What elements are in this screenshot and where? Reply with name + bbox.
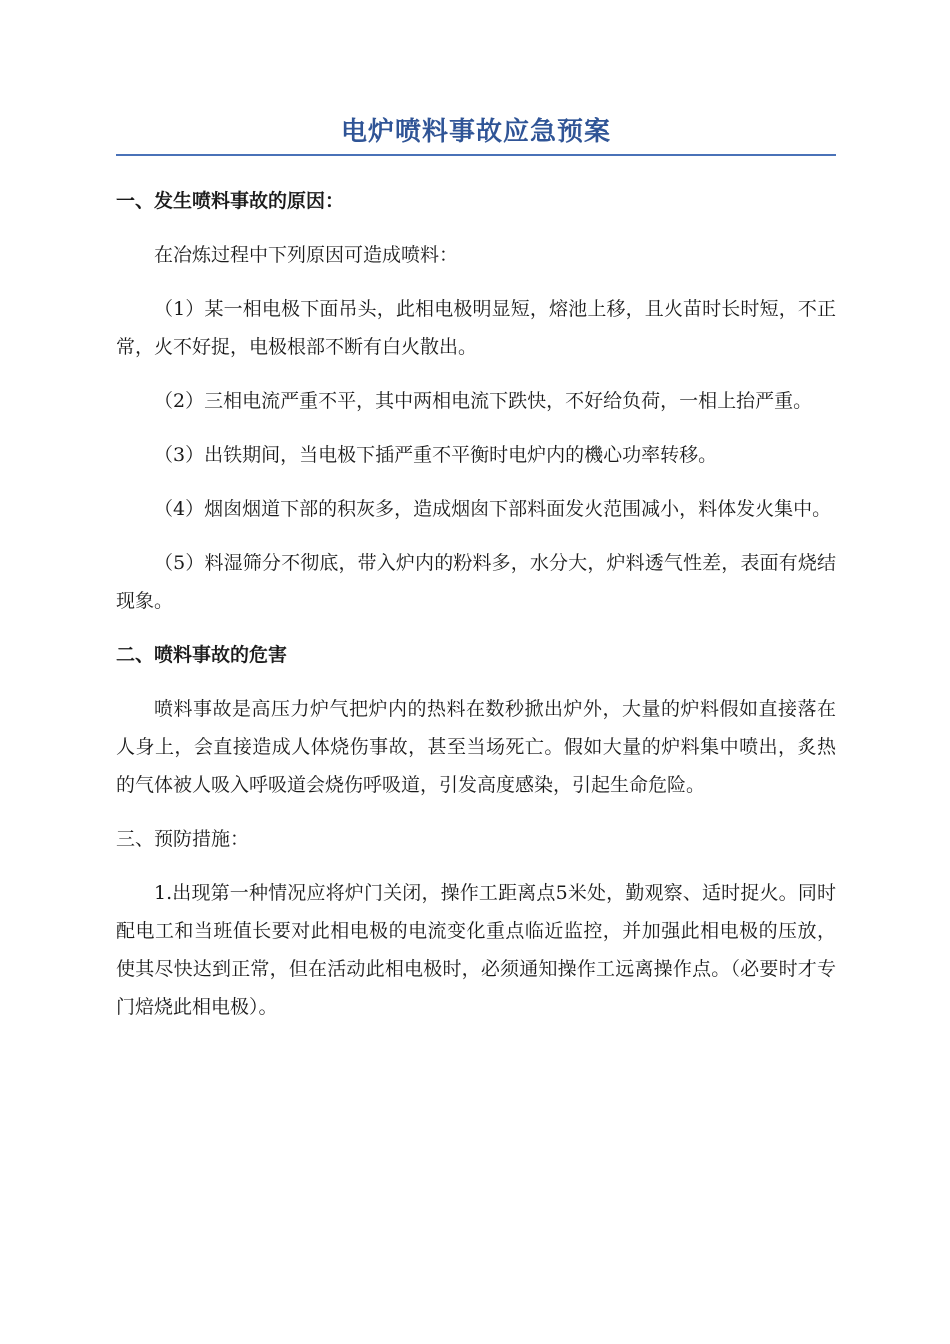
paragraph-cause-3: （3）出铁期间，当电极下插严重不平衡时电炉内的機心功率转移。 bbox=[154, 444, 718, 466]
paragraph-intro: 在冶炼过程中下列原因可造成喷料： bbox=[154, 244, 459, 266]
section-causes bbox=[116, 182, 836, 620]
section-heading-hazards: 二、喷料事故的危害 bbox=[116, 644, 288, 666]
section-heading-causes: 一、发生喷料事故的原因： bbox=[116, 190, 345, 212]
document-page bbox=[116, 112, 836, 1042]
section-heading-prevention: 三、预防措施： bbox=[116, 828, 250, 850]
paragraph-cause-4: （4）烟囱烟道下部的积灰多，造成烟囱下部料面发火范围减小，料体发火集中。 bbox=[154, 498, 832, 520]
paragraph-cause-5: （5）料湿筛分不彻底，带入炉内的粉料多，水分大，炉料透气性差，表面有烧结现象。 bbox=[116, 552, 836, 612]
section-prevention bbox=[116, 820, 836, 1026]
document-title: 电炉喷料事故应急预案 bbox=[116, 112, 836, 156]
section-hazards bbox=[116, 636, 836, 804]
paragraph-cause-2: （2）三相电流严重不平，其中两相电流下跌快，不好给负荷，一相上抬严重。 bbox=[154, 390, 813, 412]
paragraph-cause-1: （1）某一相电极下面吊头，此相电极明显短，熔池上移，且火苗时长时短，不正常，火不好捉，电极根部不断有白火散出。 bbox=[116, 298, 836, 358]
paragraph-hazards: 喷料事故是高压力炉气把炉内的热料在数秒掀出炉外，大量的炉料假如直接落在人身上，会直接造成人体烧伤事故，甚至当场死亡。假如大量的炉料集中喷出，炙热的气体被人吸入呼吸道会烧伤呼吸道，引发高度感染，引起生命危险。 bbox=[116, 698, 836, 796]
paragraph-prevention-1: 1.出现第一种情况应将炉门关闭，操作工距离点5米处，勤观察、适时捉火。同时配电工和当班值长要对此相电极的电流变化重点临近监控，并加强此相电极的压放，使其尽快达到正常，但在活动此相电极时，必须通知操作工远离操作点。（必要时才专门焙烧此相电极）。 bbox=[116, 882, 836, 1018]
